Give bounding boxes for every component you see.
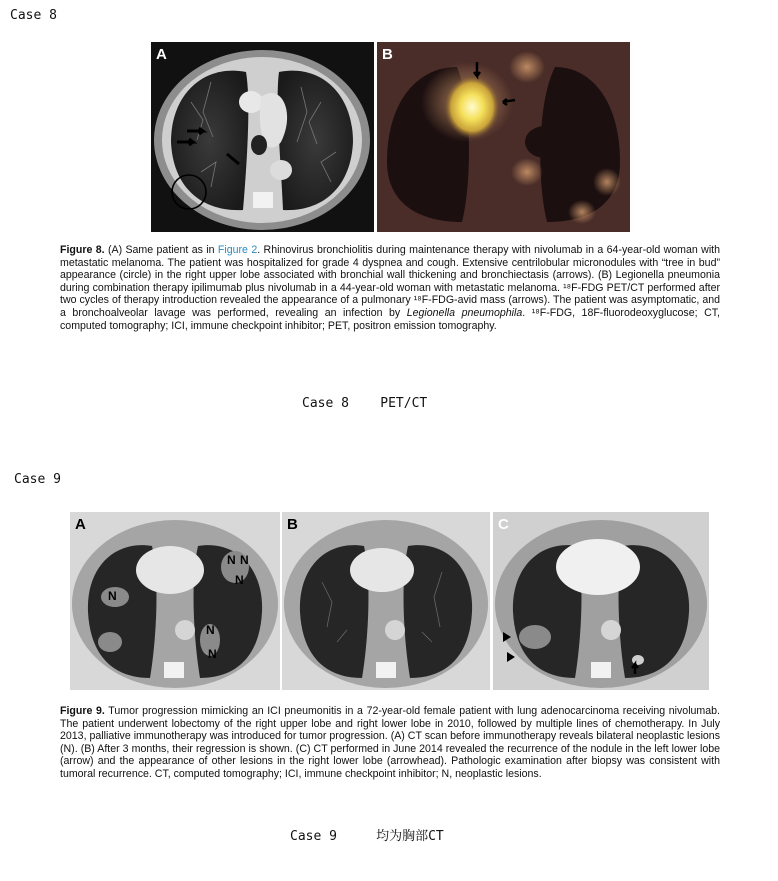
figure9-caption [60, 705, 720, 781]
figure8-caption-text-3: . ¹⁸F-FDG, 18F-fluorodeoxyglucose; CT, computed tomography; ICI, immune checkpoint inhibitor; PET, positron emission tomography. [60, 306, 720, 332]
figure8-caption [60, 244, 720, 332]
case8-note: Case 8 PET/CT [302, 396, 428, 411]
figure9-panel-b-label: B [287, 516, 298, 533]
figure8-caption-text-1: (A) Same patient as in [104, 244, 218, 256]
case8-heading: Case 8 [10, 8, 57, 23]
figure9-caption-label: Figure 9. [60, 705, 105, 717]
figure8-caption-text-2: . Rhinovirus bronchiolitis during maintenance therapy with nivolumab in a 64-year-old woman with metastatic melanoma. The patient was hospitalized for grade 4 dyspnea and cough. Extensive centrilobular micronodules with “tree in bud” appearance (circle) in the right upper lobe associated with bronchial wall thickening and bronchiectasis (arrows). (B) Legionella pneumonia during combination therapy ipilimumab plus nivolumab in a 44-year-old woman with metastatic melanoma. ¹⁸F-FDG PET/CT performed after two cycles of therapy introduction revealed the appearance of a pulmonary ¹⁸F-FDG-avid mass (arrows). The patient was asymptomatic, and a bronchoalveolar lavage was performed, revealing an infection by [60, 244, 721, 319]
lesion-marker-a3: N [240, 553, 249, 567]
figure9-panel-c-ct-image [493, 512, 709, 690]
figure8-panel-b-label: B [382, 46, 393, 63]
figure8-panel-a-label: A [156, 46, 167, 63]
lesion-marker-a5: N [206, 623, 215, 637]
figure8-panel-a-ct-image [151, 42, 374, 232]
case9-note: Case 9 均为胸部CT [290, 829, 444, 844]
lesion-marker-a2: N [227, 553, 236, 567]
figure9-panel-b-ct-image [282, 512, 490, 690]
lesion-marker-a6: N [208, 647, 217, 661]
lesion-marker-a1: N [108, 589, 117, 603]
figure9-panel-c-label: C [498, 516, 509, 533]
figure8-caption-label: Figure 8. [60, 244, 105, 256]
figure9-caption-text: Tumor progression mimicking an ICI pneumonitis in a 72-year-old female patient with lung adenocarcinoma receiving nivolumab. The patient underwent lobectomy of the right upper lobe and right lower lobe in 2010, followed by multiple lines of chemotherapy. In July 2013, palliative immunotherapy was introduced for tumor progression. (A) CT scan before immunotherapy reveals bilateral neoplastic lesions (N). (B) After 3 months, their regression is shown. (C) CT performed in June 2014 revealed the recurrence of the nodule in the left lower lobe (arrow) and the appearance of other lesions in the right lower lobe (arrowhead). Pathologic examination after biopsy was consistent with tumoral recurrence. CT, computed tomography; ICI, immune checkpoint inhibitor; N, neoplastic lesions. [60, 705, 720, 780]
figure9-panel-a-label: A [75, 516, 86, 533]
figure8-panel-b-pet-image [377, 42, 630, 232]
figure8-caption-italic: Legionella pneumophila [406, 306, 523, 319]
figure9-panel-a-ct-image [70, 512, 280, 690]
figure2-reference-link[interactable]: Figure 2 [217, 244, 258, 256]
case9-heading: Case 9 [14, 472, 61, 487]
lesion-marker-a4: N [235, 573, 244, 587]
